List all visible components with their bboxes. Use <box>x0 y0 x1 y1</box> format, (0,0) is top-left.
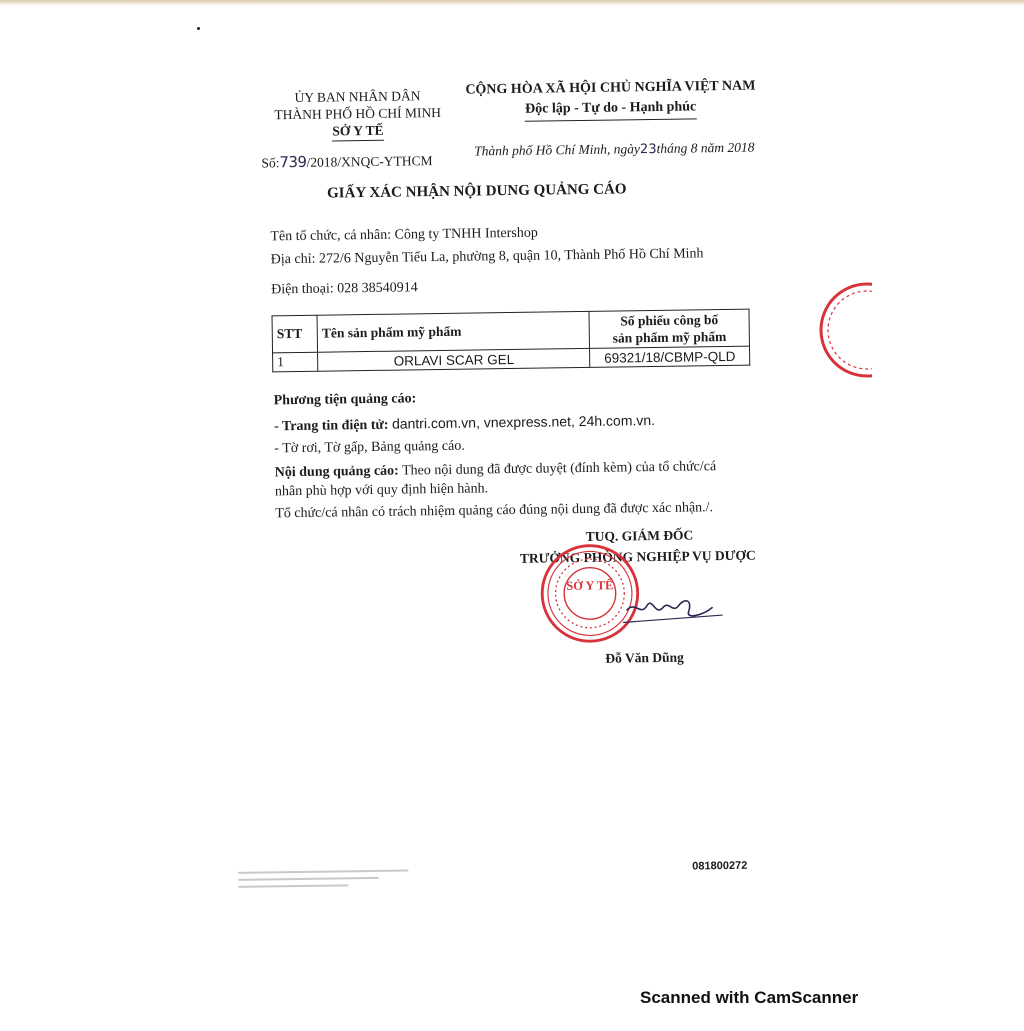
partial-side-stamp <box>812 278 872 383</box>
authority-line-1: ỦY BAN NHÂN DÂN <box>294 88 421 106</box>
phone-value: 028 38540914 <box>337 280 418 297</box>
authority-line-2: THÀNH PHỐ HỒ CHÍ MINH <box>274 104 442 123</box>
document-title: GIẤY XÁC NHẬN NỘI DUNG QUẢNG CÁO <box>326 181 627 202</box>
place-and-date <box>474 140 754 160</box>
organization-label: Tên tổ chức, cá nhân: <box>270 227 392 245</box>
handwritten-signature <box>622 585 723 631</box>
content-line-2: nhân phù hợp với quy định hiện hành. <box>274 481 489 500</box>
organization-value: Công ty TNHH Intershop <box>394 225 538 243</box>
media-item1-label: - Trang tin điện tử: <box>273 417 389 435</box>
country-name: CỘNG HÒA XÃ HỘI CHỦ NGHĨA VIỆT NAM <box>465 78 756 98</box>
date-day-handwritten: 23 <box>639 141 657 158</box>
content-label: Nội dung quảng cáo: <box>274 463 399 481</box>
issuing-authority <box>257 87 458 143</box>
signature-title-2: TRƯỞNG PHÒNG NGHIỆP VỤ DƯỢC <box>519 547 756 566</box>
phone-line <box>271 280 418 298</box>
address-label: Địa chỉ: <box>270 251 316 268</box>
scanner-watermark: Scanned with CamScanner <box>640 988 859 1007</box>
header-stt: STT <box>272 315 318 353</box>
media-item-print: - Tờ rơi, Tờ gấp, Bảng quảng cáo. <box>274 438 465 457</box>
place-date-part2: tháng 8 năm 2018 <box>656 139 755 156</box>
header-announcement-line-1: Số phiếu công bố <box>620 312 719 329</box>
national-motto: Độc lập - Tự do - Hạnh phúc <box>525 97 696 121</box>
stamp-center-text: SỞ Y TẾ <box>566 578 614 593</box>
serial-number: 081800272 <box>692 859 748 873</box>
national-header <box>465 77 756 123</box>
signer-name: Đỗ Văn Dũng <box>605 649 684 666</box>
department-name: SỞ Y TẾ <box>332 122 384 142</box>
doc-number-suffix: /2018/XNQC-YTHCM <box>306 153 433 170</box>
cell-announcement-number: 69321/18/CBMP-QLD <box>590 346 750 367</box>
doc-number-handwritten: 739 <box>279 152 307 172</box>
doc-number-prefix: Số: <box>261 155 280 171</box>
phone-label: Điện thoại: <box>271 281 334 298</box>
header-announcement-line-2: sản phẩm mỹ phẩm <box>612 328 727 346</box>
address-line <box>271 246 704 268</box>
content-text-1: Theo nội dung đã được duyệt (đính kèm) của tổ chức/cá <box>401 459 717 479</box>
media-item-websites <box>274 412 655 435</box>
cell-stt: 1 <box>273 352 318 372</box>
media-item1-value: dantri.com.vn, vnexpress.net, 24h.com.vn. <box>391 412 656 432</box>
responsibility-statement: Tổ chức/cá nhân có trách nhiệm quảng cáo đúng nội dung đã được xác nhận./. <box>275 500 714 522</box>
header-announcement-number <box>589 309 749 348</box>
signature-title-1: TUQ. GIÁM ĐỐC <box>585 527 694 544</box>
place-date-part1: Thành phố Hồ Chí Minh, ngày <box>474 141 641 159</box>
document-number <box>261 151 432 171</box>
organization-line <box>270 226 538 246</box>
address-value: 272/6 Nguyễn Tiểu La, phường 8, quận 10, Thành Phố Hồ Chí Minh <box>318 246 704 267</box>
footer-fine-print <box>238 869 408 892</box>
media-heading: Phương tiện quảng cáo: <box>273 391 417 409</box>
header-product-name: Tên sản phẩm mỹ phẩm <box>317 311 590 352</box>
cell-product-name: ORLAVI SCAR GEL <box>318 348 590 371</box>
content-line-1 <box>275 459 717 481</box>
product-table <box>272 309 751 373</box>
